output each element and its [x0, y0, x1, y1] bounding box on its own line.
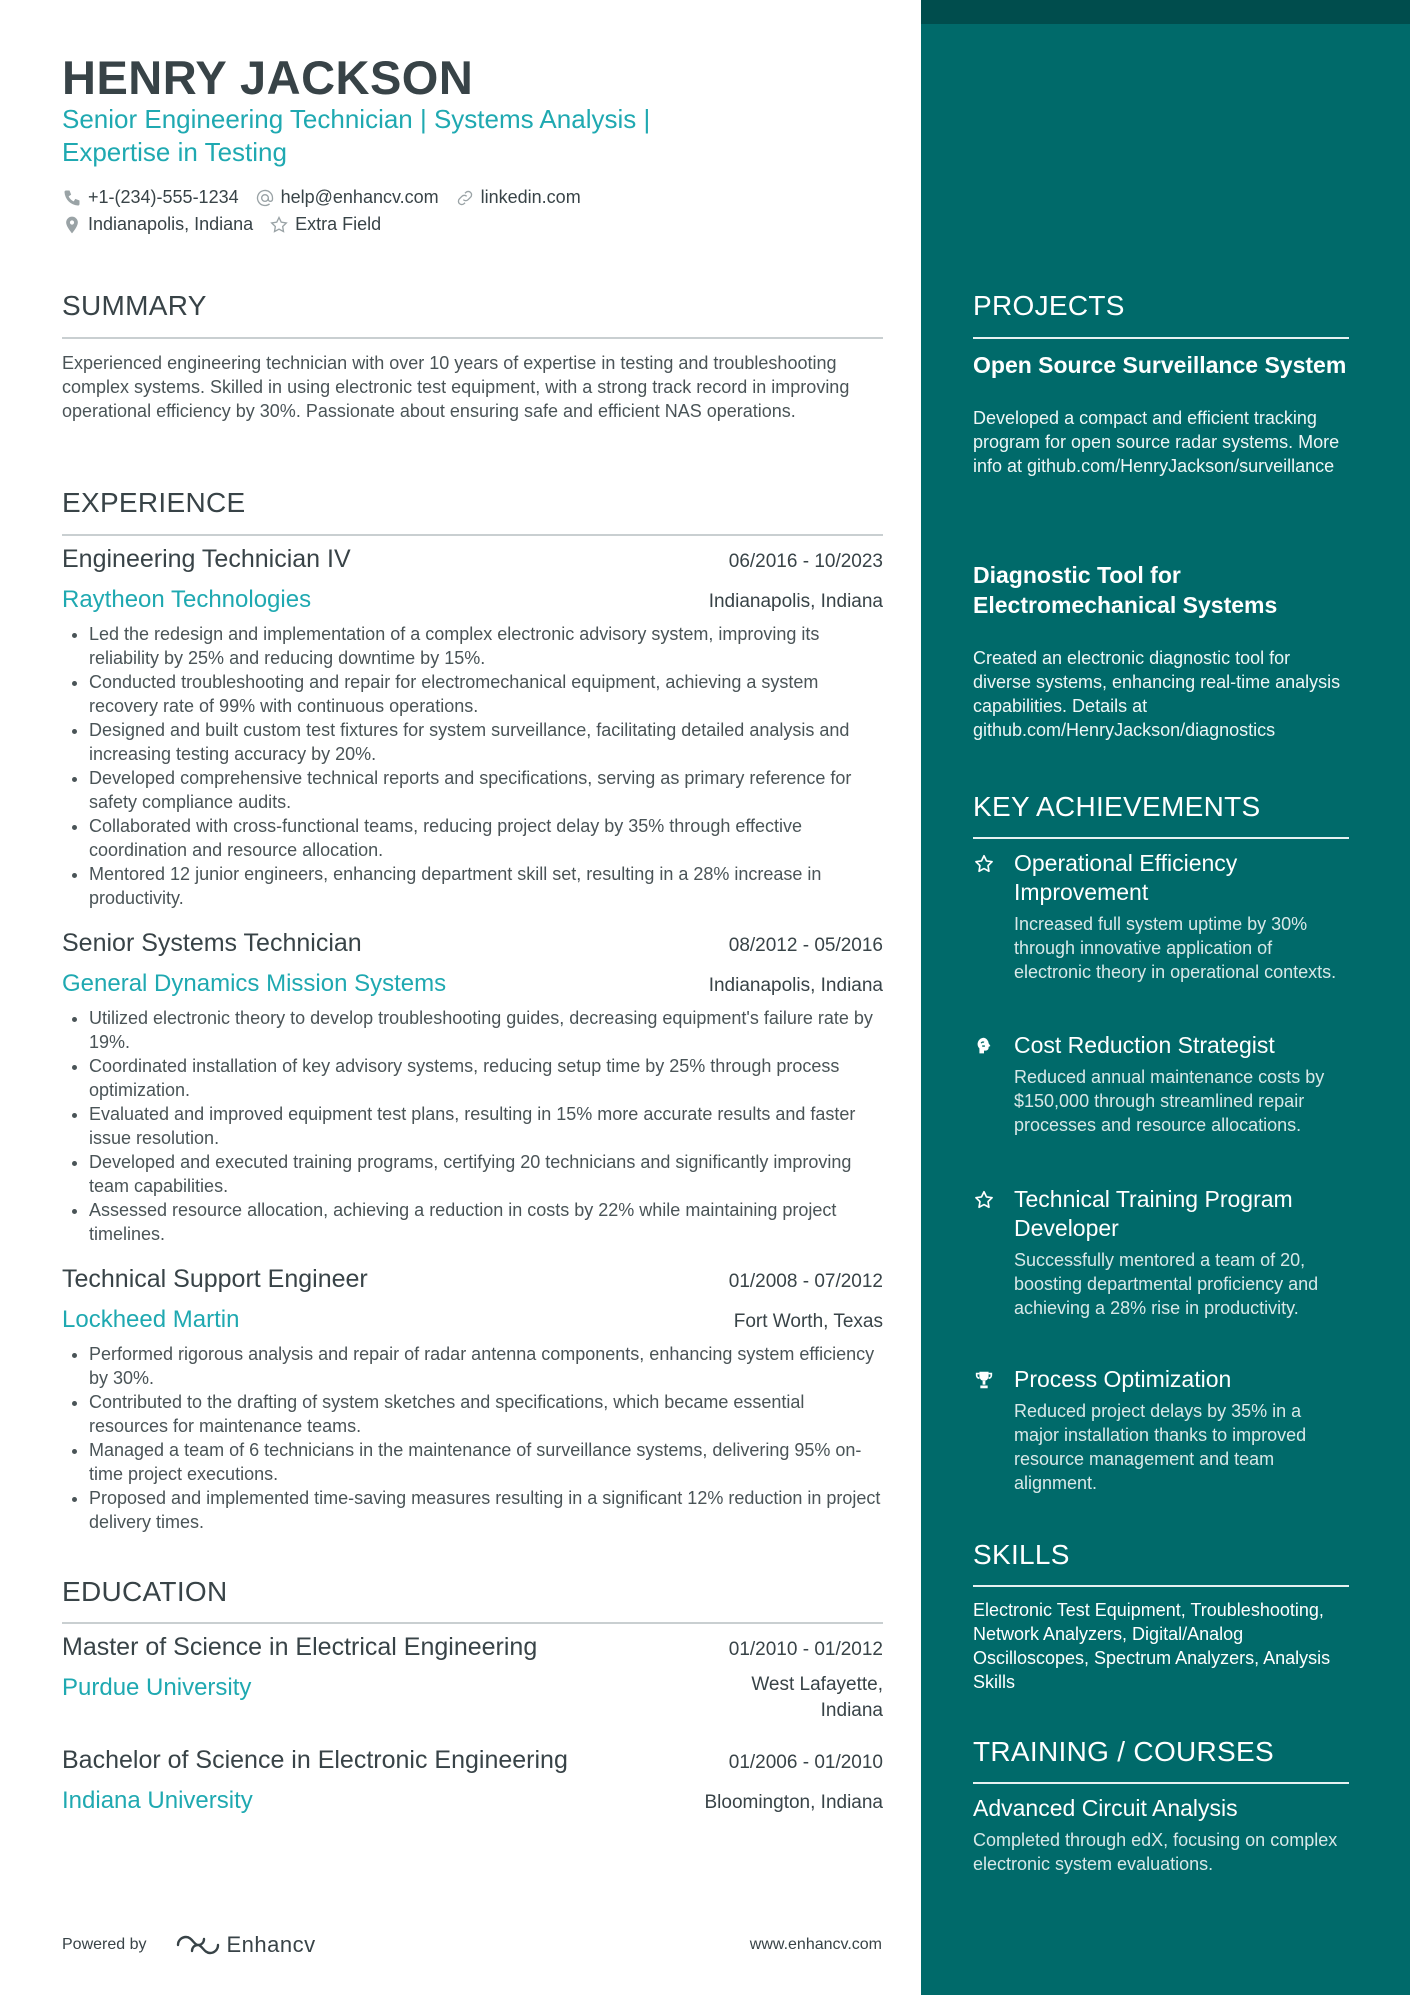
- job-location: Fort Worth, Texas: [733, 1311, 883, 1332]
- bullet-item: • Mentored 12 junior engineers, enhancing department skill set, resulting in a 28% increase in productivity.: [89, 862, 883, 910]
- education-location: Bloomington, Indiana: [704, 1792, 883, 1813]
- bullet-item: • Developed comprehensive technical reports and specifications, serving as primary reference for safety compliance audits.: [89, 766, 883, 814]
- company-name[interactable]: Raytheon Technologies: [62, 586, 312, 613]
- project-description: Developed a compact and efficient tracking program for open source radar systems. More info at github.com/HenryJackson/surveillance: [973, 408, 1340, 476]
- footer: [62, 1930, 882, 1960]
- summary-text: Experienced engineering technician with over 10 years of expertise in testing and troubleshooting complex systems. Skilled in using electronic test equipment, with a strong track record in improving operational efficiency by 30%. Passionate about ensuring safe and efficient NAS operations.: [62, 353, 850, 421]
- sidebar: [921, 0, 1410, 1995]
- candidate-tagline: Senior Engineering Technician | Systems Analysis | Expertise in Testing: [62, 104, 651, 167]
- training-divider: [973, 1782, 1349, 1784]
- project-item: [973, 560, 1349, 742]
- education-dates: 01/2006 - 01/2010: [728, 1752, 883, 1773]
- job-title: Technical Support Engineer: [62, 1265, 368, 1293]
- extra-field-text: Extra Field: [295, 214, 382, 234]
- experience-item: [62, 1265, 883, 1534]
- skills-list: Electronic Test Equipment, Troubleshooting, Network Analyzers, Digital/Analog Oscilloscopes, Spectrum Analyzers, Analysis Skills: [973, 1600, 1331, 1692]
- phone-text: +1-(234)-555-1234: [88, 187, 239, 207]
- powered-by: [62, 1932, 316, 1958]
- job-dates: 06/2016 - 10/2023: [728, 551, 883, 572]
- project-description: Created an electronic diagnostic tool for diverse systems, enhancing real-time analysis capabilities. Details at github.com/HenryJackson/diagnostics: [973, 648, 1341, 740]
- degree-title: Master of Science in Electrical Engineering: [62, 1633, 538, 1661]
- job-location: Indianapolis, Indiana: [708, 591, 883, 612]
- bullet-item: • Conducted troubleshooting and repair for electromechanical equipment, achieving a system recovery rate of 99% with continuous operations.: [89, 670, 883, 718]
- degree-title: Bachelor of Science in Electronic Engineering: [62, 1746, 568, 1774]
- achievement-item: [973, 1185, 1349, 1320]
- projects-divider: [973, 337, 1349, 339]
- achievement-item: [973, 849, 1349, 984]
- location-text: Indianapolis, Indiana: [88, 214, 254, 234]
- achievement-description: Reduced project delays by 35% in a major installation thanks to improved resource management and team alignment.: [1014, 1401, 1307, 1493]
- course-item: [973, 1795, 1349, 1876]
- achievement-title: Process Optimization: [1014, 1366, 1232, 1392]
- location-pin-icon: [62, 215, 82, 235]
- skills-heading: SKILLS: [973, 1539, 1070, 1570]
- achievement-description: Successfully mentored a team of 20, boosting departmental proficiency and achieving a 28% rise in productivity.: [1014, 1250, 1319, 1318]
- bullet-item: • Assessed resource allocation, achieving a reduction in costs by 22% while maintaining project timelines.: [89, 1198, 883, 1246]
- job-location: Indianapolis, Indiana: [708, 975, 883, 996]
- achievement-description: Reduced annual maintenance costs by $150,000 through streamlined repair processes and resource allocations.: [1014, 1067, 1325, 1135]
- achievement-title: Cost Reduction Strategist: [1014, 1032, 1275, 1058]
- education-heading: EDUCATION: [62, 1576, 228, 1607]
- contact-location: [62, 214, 253, 235]
- bullet-item: • Evaluated and improved equipment test plans, resulting in 15% more accurate results and faster issue resolution.: [89, 1102, 883, 1150]
- at-icon: [255, 188, 275, 208]
- achievements-divider: [973, 837, 1349, 839]
- contact-linkedin[interactable]: [455, 187, 581, 208]
- job-dates: 08/2012 - 05/2016: [728, 935, 883, 956]
- education-location: West Lafayette, Indiana: [751, 1674, 883, 1721]
- summary-heading: SUMMARY: [62, 290, 207, 321]
- experience-item: [62, 929, 883, 1246]
- bullet-item: • Performed rigorous analysis and repair of radar antenna components, enhancing system efficiency by 30%.: [89, 1342, 883, 1390]
- contact-phone[interactable]: [62, 187, 239, 208]
- job-dates: 01/2008 - 07/2012: [728, 1271, 883, 1292]
- bullet-item: • Managed a team of 6 technicians in the maintenance of surveillance systems, delivering 95% on-time project executions.: [89, 1438, 883, 1486]
- company-name[interactable]: General Dynamics Mission Systems: [62, 970, 447, 997]
- company-name[interactable]: Lockheed Martin: [62, 1306, 240, 1333]
- sidebar-top-band: [921, 0, 1410, 24]
- project-title: Open Source Surveillance System: [973, 352, 1347, 378]
- bullet-item: • Developed and executed training programs, certifying 20 technicians and significantly improving team capabilities.: [89, 1150, 883, 1198]
- email-text: help@enhancv.com: [280, 187, 439, 207]
- enhancv-brand[interactable]: Enhancv: [226, 1932, 316, 1957]
- bullet-item: • Designed and built custom test fixtures for system surveillance, facilitating detailed analysis and increasing testing accuracy by 20%.: [89, 718, 883, 766]
- powered-by-text: Powered by: [62, 1936, 147, 1953]
- brain-icon: [973, 1035, 995, 1057]
- bullet-item: • Utilized electronic theory to develop troubleshooting guides, decreasing equipment's failure rate by 19%.: [89, 1006, 883, 1054]
- enhancv-logo-icon: [175, 1933, 221, 1957]
- achievement-item: [973, 1031, 1349, 1137]
- contact-email[interactable]: [255, 187, 439, 208]
- bullet-item: • Contributed to the drafting of system sketches and specifications, which became essential resources for maintenance teams.: [89, 1390, 883, 1438]
- course-title: Advanced Circuit Analysis: [973, 1795, 1238, 1821]
- contact-info: [62, 184, 892, 238]
- course-description: Completed through edX, focusing on complex electronic system evaluations.: [973, 1830, 1338, 1874]
- achievement-title: Operational Efficiency Improvement: [1014, 850, 1238, 905]
- job-title: Senior Systems Technician: [62, 929, 362, 957]
- education-divider: [62, 1622, 883, 1624]
- candidate-name: HENRY JACKSON: [62, 51, 474, 104]
- job-bullets: [62, 622, 883, 910]
- achievement-description: Increased full system uptime by 30% through innovative application of electronic theory in operational contexts.: [1014, 914, 1337, 982]
- job-bullets: [62, 1342, 883, 1534]
- skills-divider: [973, 1585, 1349, 1587]
- education-item: [62, 1746, 883, 1815]
- bullet-item: • Collaborated with cross-functional teams, reducing project delay by 35% through effective coordination and resource allocation.: [89, 814, 883, 862]
- linkedin-text: linkedin.com: [480, 187, 581, 207]
- project-title: Diagnostic Tool for Electromechanical Systems: [973, 562, 1278, 618]
- link-icon: [455, 188, 475, 208]
- star-icon: [269, 215, 289, 235]
- bullet-item: • Proposed and implemented time-saving measures resulting in a significant 12% reduction in project delivery times.: [89, 1486, 883, 1534]
- star-icon: [973, 853, 995, 875]
- training-heading: TRAINING / COURSES: [973, 1736, 1274, 1767]
- star-icon: [973, 1189, 995, 1211]
- job-title: Engineering Technician IV: [62, 545, 351, 573]
- trophy-icon: [973, 1369, 995, 1391]
- bullet-item: • Coordinated installation of key advisory systems, reducing setup time by 25% through process optimization.: [89, 1054, 883, 1102]
- school-name[interactable]: Purdue University: [62, 1674, 252, 1701]
- achievement-title: Technical Training Program Developer: [1014, 1186, 1293, 1241]
- summary-divider: [62, 337, 883, 339]
- projects-heading: PROJECTS: [973, 290, 1125, 321]
- bullet-item: • Led the redesign and implementation of a complex electronic advisory system, improving its reliability by 25% and reducing downtime by 15%.: [89, 622, 883, 670]
- job-bullets: [62, 1006, 883, 1246]
- experience-item: [62, 545, 883, 910]
- school-name[interactable]: Indiana University: [62, 1787, 253, 1814]
- education-item: [62, 1633, 883, 1724]
- phone-icon: [62, 188, 82, 208]
- experience-heading: EXPERIENCE: [62, 487, 246, 518]
- achievements-heading: KEY ACHIEVEMENTS: [973, 791, 1261, 822]
- footer-website[interactable]: www.enhancv.com: [749, 1936, 882, 1953]
- education-dates: 01/2010 - 01/2012: [728, 1639, 883, 1660]
- contact-extra: [269, 214, 381, 235]
- experience-divider: [62, 534, 883, 536]
- achievement-item: [973, 1365, 1349, 1495]
- project-item: [973, 350, 1349, 478]
